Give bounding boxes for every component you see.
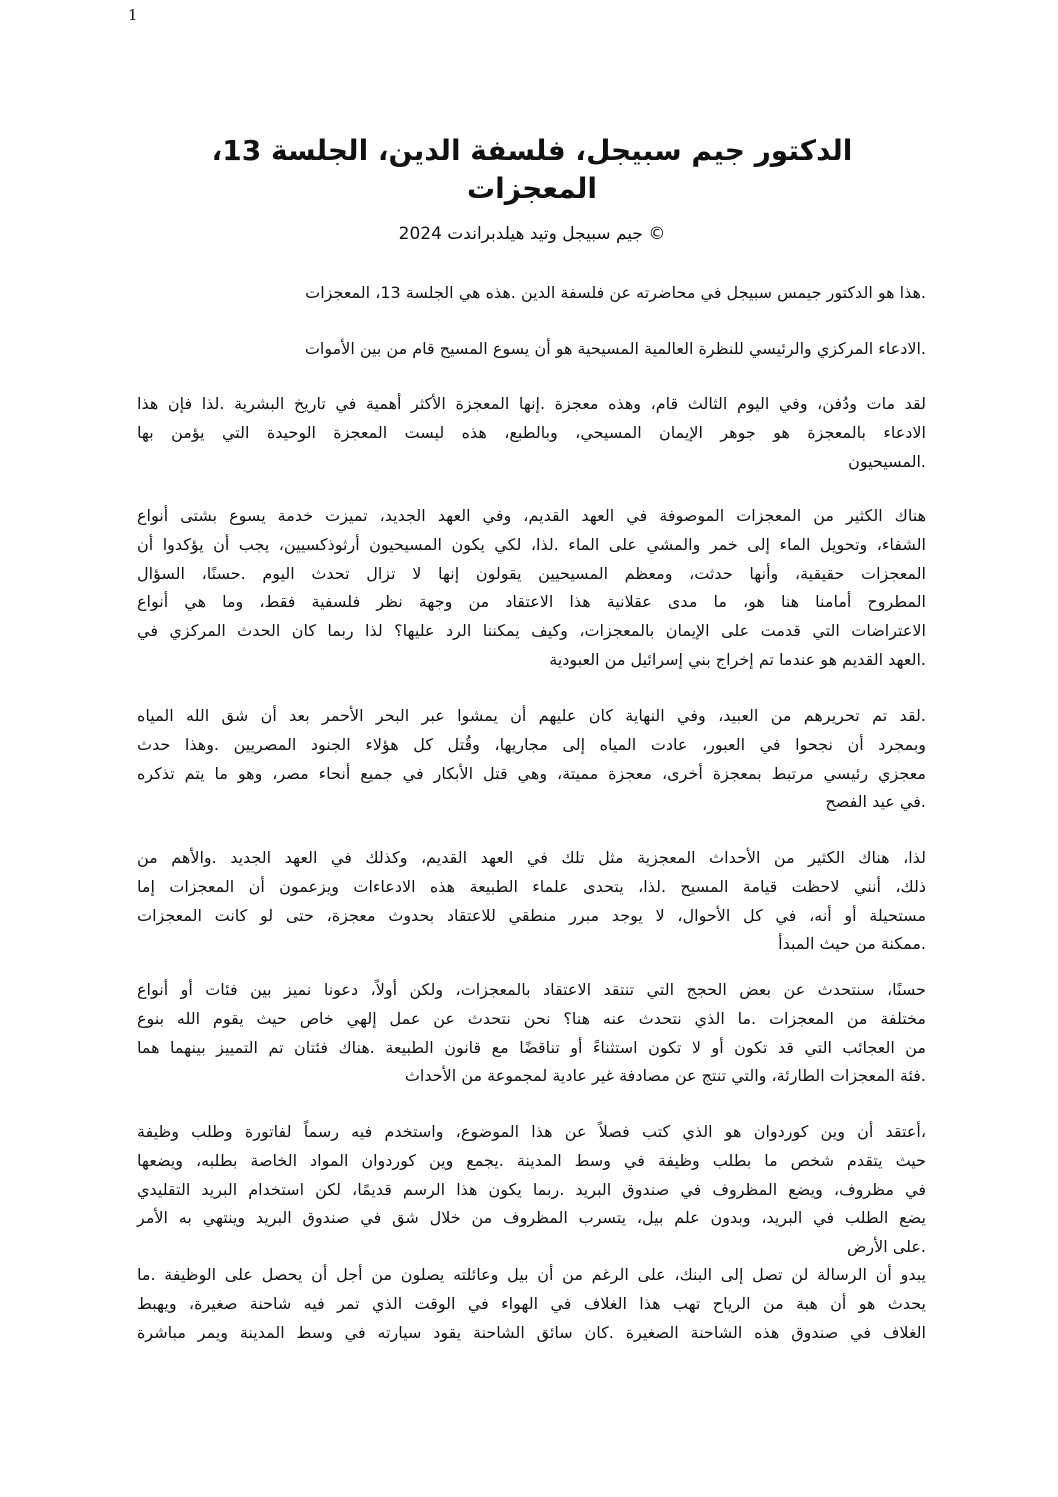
paragraph-line: الغلاف في صندوق هذه الشاحنة الصغيرة .كان سائق الشاحنة يقود سيارته في وسط المدينة ويمر مباشرة xyxy=(137,1322,926,1342)
paragraph-line: لقد مات ودُفن، وفي اليوم الثالث قام، وهذه معجزة .إنها المعجزة الأكثر أهمية في تاريخ البشرية .لذا فإن هذا xyxy=(137,394,926,413)
paragraph-line: مختلفة من المعجزات .ما الذي نتحدث عنه هنا؟ نحن نتحدث عن عمل إلهي خاص حيث يقوم الله بنوع xyxy=(137,1008,926,1028)
paragraph-line: الادعاء بالمعجزة هو جوهر الإيمان المسيحي، وبالطبع، هذه ليست المعجزة الوحيدة التي يؤمن بها xyxy=(137,422,926,442)
paragraph-line: .لقد تم تحريرهم من العبيد، وفي النهاية كان عليهم أن يمشوا عبر البحر الأحمر بعد أن شق الله المياه xyxy=(137,706,926,725)
paragraph xyxy=(137,844,926,959)
paragraph-line: يحدث هو أن هبة من الرياح تهب هذا الغلاف في الهواء في الوقت الذي تمر فيه شاحنة صغيرة، ويهبط xyxy=(137,1293,926,1313)
paragraph-line: وبمجرد أن نجحوا في العبور، عادت المياه إلى مجاريها، وقُتل كل هؤلاء الجنود المصريين .وهذا حدث xyxy=(137,734,926,754)
paragraph xyxy=(137,390,926,476)
paragraph xyxy=(137,335,926,364)
page-number: 1 xyxy=(128,6,138,24)
document-title xyxy=(137,132,927,208)
paragraph-line: من العجائب التي قد تكون أو لا تكون استثناءً أو تناقضًا مع قانون الطبيعة .هناك فئتان تم التمييز بينهما هما xyxy=(137,1037,926,1057)
title-line: ،الدكتور جيم سبيجل، فلسفة الدين، الجلسة 13 xyxy=(211,134,853,167)
paragraph-line: ،أعتقد أن وين كوردوان هو الذي كتب فصلاً عن هذا الموضوع، واستخدم فيه رسماً لفاتورة وطلب وظيفة xyxy=(137,1122,926,1141)
paragraph xyxy=(137,502,926,675)
paragraph-line: حيث يتقدم شخص ما بطلب وظيفة في وسط المدينة .يجمع وين كوردوان المواد الخاصة بطلبه، ويضعها xyxy=(137,1150,926,1170)
paragraph xyxy=(137,279,926,308)
paragraph xyxy=(137,1118,926,1262)
paragraph xyxy=(137,702,926,817)
paragraph-line: .هذا هو الدكتور جيمس سبيجل في محاضرته عن فلسفة الدين .هذه هي الجلسة 13، المعجزات xyxy=(305,283,926,302)
paragraph xyxy=(137,976,926,1091)
paragraph-line: .الادعاء المركزي والرئيسي للنظرة العالمية المسيحية هو أن يسوع المسيح قام من بين الأموات xyxy=(304,339,926,358)
paragraph-line: مستحيلة أو أنه، في كل الأحوال، لا يوجد مبرر منطقي للاعتقاد بحدوث معجزة، حتى لو كانت المعجزات xyxy=(137,905,926,925)
paragraph-line: .في عيد الفصح xyxy=(825,792,926,812)
paragraph-line: معجزي رئيسي مرتبط بمعجزة أخرى، معجزة مميتة، وهي قتل الأبكار في جميع أنحاء مصر، وهو ما يتم تذكره xyxy=(137,763,926,783)
paragraph-line: حسنًا، سنتحدث عن بعض الحجج التي تنتقد الاعتقاد بالمعجزات، ولكن أولاً، دعونا نميز بين فئات أو أنواع xyxy=(137,980,926,999)
paragraph-line: يضع الطلب في البريد، وبدون علم بيل، يتسرب المظروف من خلال شق في صندوق البريد وينتهي به الأمر xyxy=(137,1208,926,1228)
paragraph-line: المعجزات حقيقية، وأنها حدثت، ومعظم المسيحيين يقولون إنها لا تزال تحدث اليوم .حسنًا، السؤال xyxy=(137,563,926,583)
paragraph-line: .ممكنة من حيث المبدأ xyxy=(778,934,926,954)
paragraph-line: الاعتراضات التي قدمت على الإيمان بالمعجزات، وكيف يمكننا الرد عليها؟ لذا ربما كان الحدث المركزي في xyxy=(137,621,926,641)
paragraph-line: الشفاء، وتحويل الماء إلى خمر والمشي على الماء .لذا، لكي يكون المسيحيون أرثوذكسيين، يجب أن يؤكدوا أن xyxy=(137,534,926,554)
paragraph-line: .المسيحيون xyxy=(848,451,926,471)
paragraph-line: في مظروف، ويضع المظروف في صندوق البريد .ربما يكون هذا الرسم قديمًا، لكن استخدام البريد التقليدي xyxy=(137,1179,926,1199)
title-line: المعجزات xyxy=(466,172,598,205)
paragraph-line: .فئة المعجزات الطارئة، والتي تنتج عن مصادفة غير عادية لمجموعة من الأحداث xyxy=(404,1066,926,1086)
paragraph-line: .العهد القديم هو عندما تم إخراج بني إسرائيل من العبودية xyxy=(549,649,926,669)
paragraph-line: لذا، هناك الكثير من الأحداث المعجزية مثل تلك في العهد القديم، وكذلك في العهد الجديد .والأهم من xyxy=(137,848,926,867)
paragraph-line: هناك الكثير من المعجزات الموصوفة في العهد القديم، وفي العهد الجديد، تميزت خدمة يسوع بشتى أنواع xyxy=(137,506,926,525)
paragraph-line: ذلك، أنني لاحظت قيامة المسيح .لذا، يتحدى علماء الطبيعة هذه الادعاءات ويزعمون أن المعجزات إما xyxy=(137,876,926,896)
paragraph-line: المطروح أمامنا هنا هو، ما مدى عقلانية هذا الاعتقاد من وجهة نظر فلسفية فقط، وما هي أنواع xyxy=(137,592,926,612)
paragraph xyxy=(137,1261,926,1347)
paragraph-line: .على الأرض xyxy=(847,1237,926,1257)
copyright-subtitle: جيم سبيجل وتيد هيلدبراندت 2024 © xyxy=(398,224,666,244)
paragraph-line: يبدو أن الرسالة لن تصل إلى البنك، على الرغم من أن بيل وعائلته يصلون من أجل أن يحصل على الوظيفة .ما xyxy=(137,1265,926,1284)
